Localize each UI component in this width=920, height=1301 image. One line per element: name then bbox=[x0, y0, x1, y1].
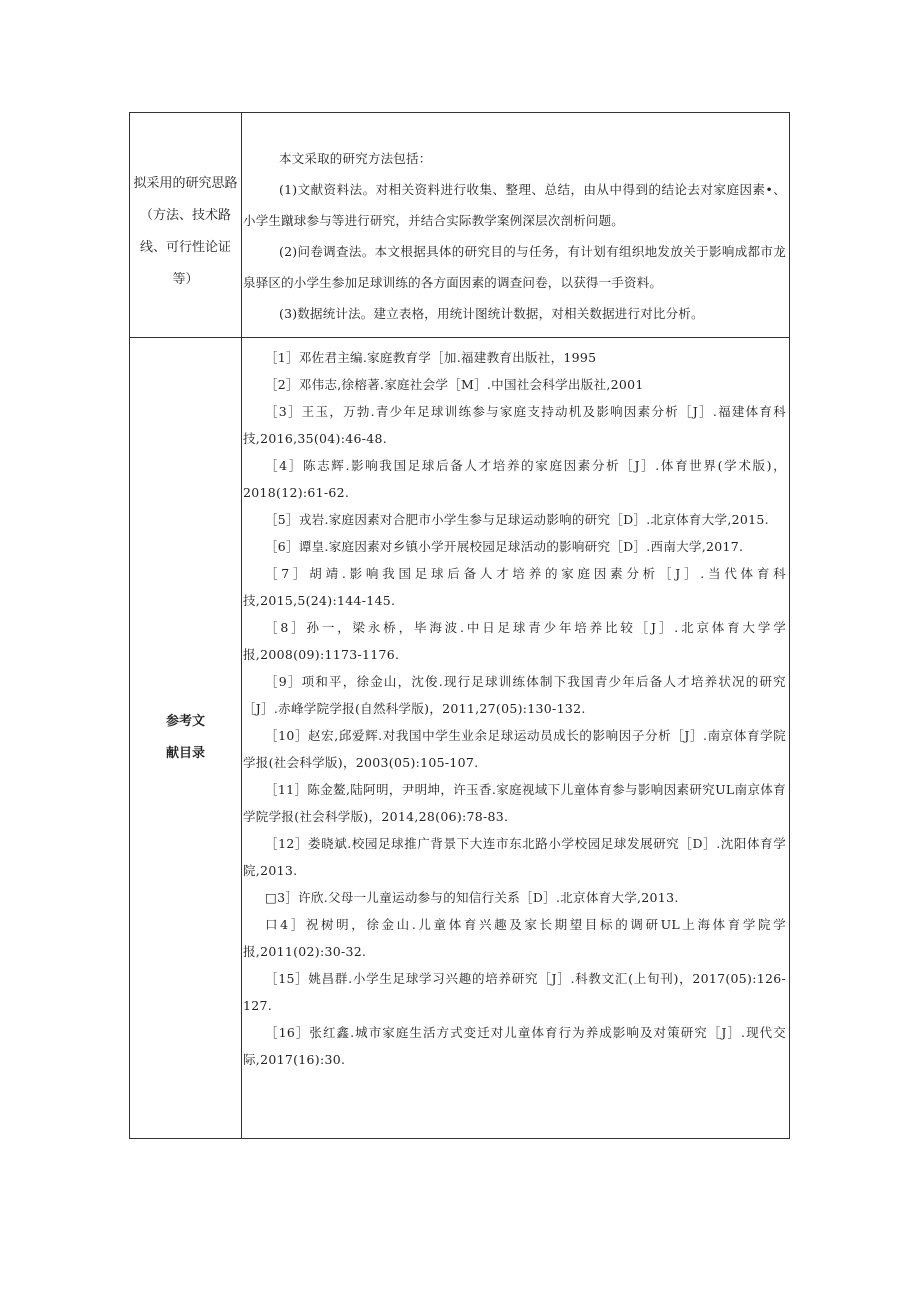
references-content-cell bbox=[242, 338, 790, 1139]
references-label-cell bbox=[130, 338, 242, 1139]
research-methods-label bbox=[130, 168, 241, 296]
label-line: 献目录 bbox=[165, 746, 205, 761]
research-methods-content bbox=[242, 113, 789, 329]
proposal-form-table bbox=[129, 112, 790, 1139]
reference-item: ［1］邓佐君主编.家庭教育学［加.福建教育出版社，1995 bbox=[265, 350, 597, 365]
reference-item: ［5］戎岩.家庭因素对合肥市小学生参与足球运动影响的研究［D］.北京体育大学,2015. bbox=[265, 512, 769, 527]
research-methods-label-cell bbox=[130, 113, 242, 338]
method-questionnaire: (2)问卷调查法。本文根据具体的研究目的与任务，有计划有组织地发放关于影响成都市龙泉驿区的小学生参加足球训练的各方面因素的调查问卷，以获得一手资料。 bbox=[243, 244, 786, 290]
reference-item: ［3］王玉，万勃.青少年足球训练参与家庭支持动机及影响因素分析［J］.福建体育科技,2016,35(04):46-48. bbox=[243, 404, 786, 446]
reference-item: ［15］姚昌群.小学生足球学习兴趣的培养研究［J］.科教文汇(上旬刊)，2017(05):126-127. bbox=[243, 971, 786, 1013]
reference-item: ［7］胡靖.影响我国足球后备人才培养的家庭因素分析［J］.当代体育科技,2015,5(24):144-145. bbox=[243, 566, 786, 608]
references-label bbox=[130, 706, 241, 770]
reference-item: ［12］娄晓斌.校园足球推广背景下大连市东北路小学校园足球发展研究［D］.沈阳体育学院,2013. bbox=[243, 836, 786, 878]
label-line: 线、可行性论证 bbox=[139, 240, 231, 255]
reference-item: ［11］陈金鳌,陆阿明，尹明坤，许玉香.家庭视域下儿童体育参与影响因素研究UL南京体育学院学报(社会科学版)，2014,28(06):78-83. bbox=[243, 782, 786, 824]
label-line: （方法、技术路 bbox=[139, 208, 231, 223]
methods-intro: 本文采取的研究方法包括： bbox=[279, 151, 432, 166]
label-line: 拟采用的研究思路 bbox=[133, 176, 238, 191]
reference-item: 口4］祝树明，徐金山.儿童体育兴趣及家长期望目标的调研UL上海体育学院学报,2011(02):30-32. bbox=[243, 917, 786, 959]
reference-item: □3］许欣.父母一儿童运动参与的知信行关系［D］.北京体育大学,2013. bbox=[265, 890, 679, 905]
method-statistics: (3)数据统计法。建立表格，用统计图统计数据，对相关数据进行对比分析。 bbox=[279, 306, 704, 321]
method-literature: (1)文献资料法。对相关资料进行收集、整理、总结，由从中得到的结论去对家庭因素•、小学生蹴球参与等进行研究，并结合实际教学案例深层次剖析问题。 bbox=[243, 182, 786, 228]
reference-item: ［16］张红鑫.城市家庭生活方式变迁对儿童体育行为养成影响及对策研究［J］.现代交际,2017(16):30. bbox=[243, 1025, 786, 1067]
label-line: 参考文 bbox=[165, 714, 205, 729]
research-methods-row bbox=[130, 113, 790, 338]
references-list bbox=[242, 338, 789, 1073]
reference-item: ［4］陈志辉.影响我国足球后备人才培养的家庭因素分析［J］.体育世界(学术版)，2018(12):61-62. bbox=[243, 458, 786, 500]
reference-item: ［10］赵宏,邱爱辉.对我国中学生业余足球运动员成长的影响因子分析［J］.南京体育学院学报(社会科学版)，2003(05):105-107. bbox=[243, 728, 786, 770]
references-row bbox=[130, 338, 790, 1139]
reference-item: ［9］项和平，徐金山，沈俊.现行足球训练体制下我国青少年后备人才培养状况的研究［J］.赤峰学院学报(自然科学版)，2011,27(05):130-132. bbox=[243, 674, 786, 716]
label-line: 等） bbox=[172, 272, 199, 287]
reference-item: ［6］谭皇.家庭因素对乡镇小学开展校园足球活动的影响研究［D］.西南大学,2017. bbox=[265, 539, 744, 554]
research-methods-content-cell bbox=[242, 113, 790, 338]
reference-item: ［8］孙一，梁永桥，毕海波.中日足球青少年培养比较［J］.北京体育大学学报,2008(09):1173-1176. bbox=[243, 620, 786, 662]
reference-item: ［2］邓伟志,徐榕著.家庭社会学［M］.中国社会科学出版社,2001 bbox=[265, 377, 644, 392]
